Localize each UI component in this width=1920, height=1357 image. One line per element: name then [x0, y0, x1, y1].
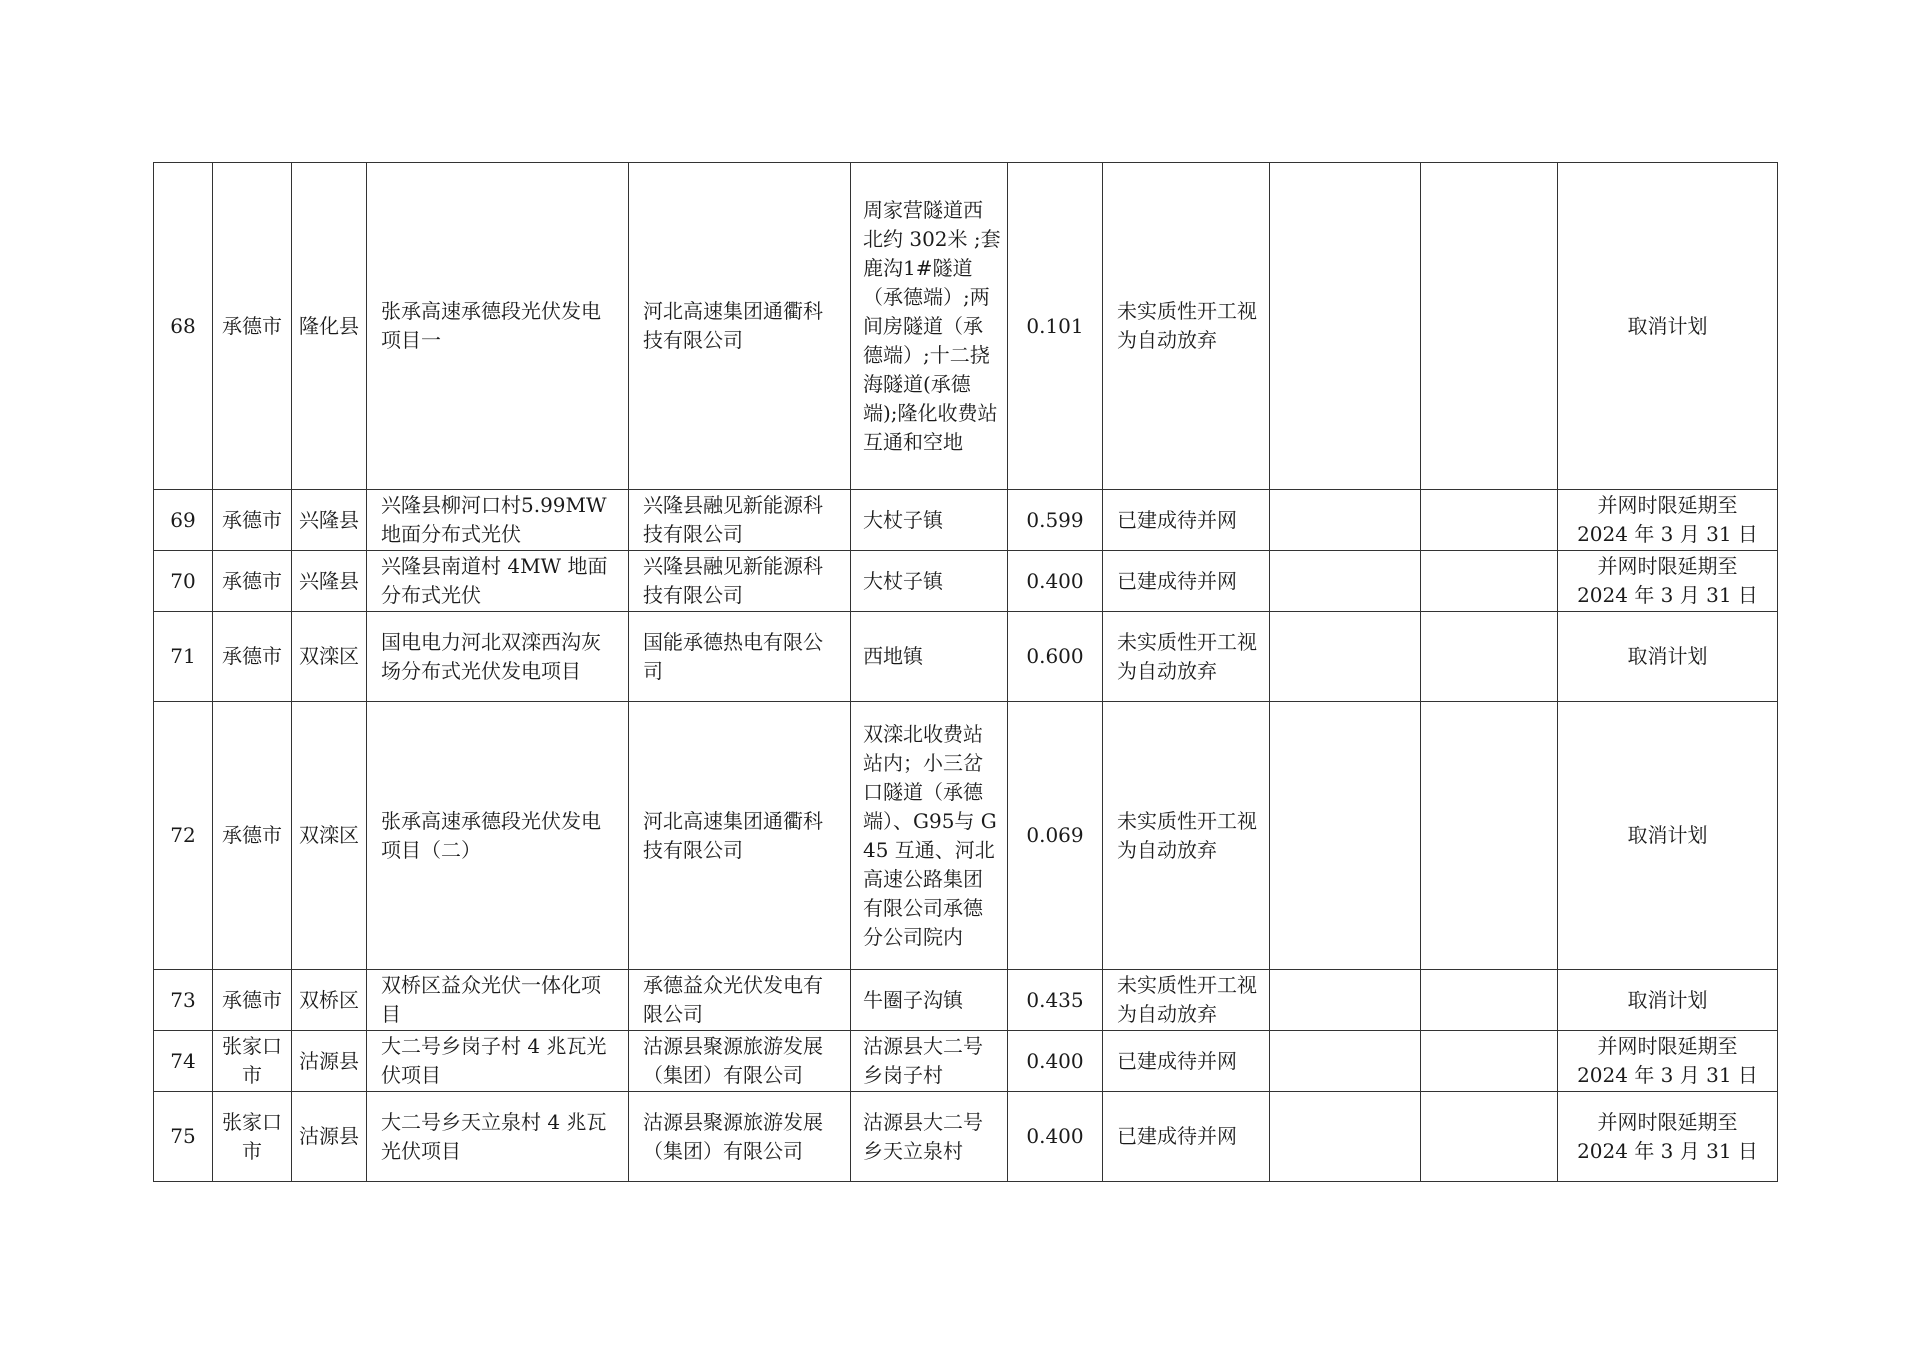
empty-cell [1421, 1031, 1558, 1092]
status-cell: 未实质性开工视为自动放弃 [1103, 970, 1270, 1031]
capacity-cell: 0.435 [1008, 970, 1103, 1031]
project-name-cell: 双桥区益众光伏一体化项目 [367, 970, 629, 1031]
row-number: 71 [154, 612, 213, 702]
company-cell: 河北高速集团通衢科技有限公司 [629, 163, 851, 490]
city-cell: 承德市 [213, 702, 292, 970]
empty-cell [1421, 612, 1558, 702]
table-row [154, 163, 1778, 490]
empty-cell [1270, 490, 1421, 551]
row-number: 68 [154, 163, 213, 490]
status-cell: 已建成待并网 [1103, 1092, 1270, 1182]
capacity-cell: 0.400 [1008, 551, 1103, 612]
row-number: 73 [154, 970, 213, 1031]
empty-cell [1270, 1092, 1421, 1182]
company-cell: 河北高速集团通衢科技有限公司 [629, 702, 851, 970]
location-cell: 大杖子镇 [851, 551, 1008, 612]
city-cell: 承德市 [213, 551, 292, 612]
table-row [154, 1031, 1778, 1092]
county-cell: 沽源县 [292, 1031, 367, 1092]
location-cell: 周家营隧道西北约 302米 ;套鹿沟1#隧道（承德端）;两间房隧道（承德端）;十二挠海隧道(承德端);隆化收费站互通和空地 [851, 163, 1008, 490]
city-cell: 承德市 [213, 612, 292, 702]
city-cell: 承德市 [213, 970, 292, 1031]
row-number: 69 [154, 490, 213, 551]
empty-cell [1270, 1031, 1421, 1092]
empty-cell [1421, 1092, 1558, 1182]
location-cell: 沽源县大二号乡天立泉村 [851, 1092, 1008, 1182]
empty-cell [1421, 551, 1558, 612]
table-row [154, 490, 1778, 551]
table-row [154, 702, 1778, 970]
project-table [153, 162, 1778, 1182]
empty-cell [1270, 551, 1421, 612]
status-cell: 已建成待并网 [1103, 1031, 1270, 1092]
empty-cell [1421, 163, 1558, 490]
remark-cell: 并网时限延期至 2024 年 3 月 31 日 [1558, 490, 1778, 551]
table-row [154, 612, 1778, 702]
status-cell: 已建成待并网 [1103, 490, 1270, 551]
project-name-cell: 国电电力河北双滦西沟灰场分布式光伏发电项目 [367, 612, 629, 702]
remark-cell: 取消计划 [1558, 163, 1778, 490]
county-cell: 双滦区 [292, 702, 367, 970]
company-cell: 国能承德热电有限公司 [629, 612, 851, 702]
county-cell: 隆化县 [292, 163, 367, 490]
capacity-cell: 0.599 [1008, 490, 1103, 551]
table-row [154, 551, 1778, 612]
project-name-cell: 大二号乡天立泉村 4 兆瓦光伏项目 [367, 1092, 629, 1182]
empty-cell [1270, 702, 1421, 970]
empty-cell [1421, 970, 1558, 1031]
city-cell: 张家口市 [213, 1031, 292, 1092]
capacity-cell: 0.101 [1008, 163, 1103, 490]
empty-cell [1270, 163, 1421, 490]
status-cell: 未实质性开工视为自动放弃 [1103, 612, 1270, 702]
status-cell: 已建成待并网 [1103, 551, 1270, 612]
empty-cell [1421, 702, 1558, 970]
project-name-cell: 张承高速承德段光伏发电项目（二） [367, 702, 629, 970]
empty-cell [1270, 612, 1421, 702]
remark-cell: 取消计划 [1558, 612, 1778, 702]
company-cell: 沽源县聚源旅游发展（集团）有限公司 [629, 1031, 851, 1092]
remark-cell: 并网时限延期至 2024 年 3 月 31 日 [1558, 1031, 1778, 1092]
project-name-cell: 大二号乡岗子村 4 兆瓦光伏项目 [367, 1031, 629, 1092]
table-row [154, 1092, 1778, 1182]
capacity-cell: 0.600 [1008, 612, 1103, 702]
row-number: 70 [154, 551, 213, 612]
city-cell: 张家口市 [213, 1092, 292, 1182]
location-cell: 双滦北收费站站内；小三岔口隧道（承德端）、G95与 G45 互通、河北高速公路集团有限公司承德分公司院内 [851, 702, 1008, 970]
remark-cell: 并网时限延期至 2024 年 3 月 31 日 [1558, 1092, 1778, 1182]
company-cell: 沽源县聚源旅游发展（集团）有限公司 [629, 1092, 851, 1182]
status-cell: 未实质性开工视为自动放弃 [1103, 702, 1270, 970]
county-cell: 沽源县 [292, 1092, 367, 1182]
empty-cell [1270, 970, 1421, 1031]
county-cell: 兴隆县 [292, 551, 367, 612]
capacity-cell: 0.400 [1008, 1031, 1103, 1092]
company-cell: 兴隆县融见新能源科技有限公司 [629, 551, 851, 612]
capacity-cell: 0.069 [1008, 702, 1103, 970]
city-cell: 承德市 [213, 163, 292, 490]
county-cell: 双桥区 [292, 970, 367, 1031]
project-name-cell: 张承高速承德段光伏发电项目一 [367, 163, 629, 490]
row-number: 75 [154, 1092, 213, 1182]
location-cell: 沽源县大二号乡岗子村 [851, 1031, 1008, 1092]
project-name-cell: 兴隆县南道村 4MW 地面分布式光伏 [367, 551, 629, 612]
capacity-cell: 0.400 [1008, 1092, 1103, 1182]
project-name-cell: 兴隆县柳河口村5.99MW地面分布式光伏 [367, 490, 629, 551]
table-row [154, 970, 1778, 1031]
remark-cell: 并网时限延期至 2024 年 3 月 31 日 [1558, 551, 1778, 612]
empty-cell [1421, 490, 1558, 551]
city-cell: 承德市 [213, 490, 292, 551]
location-cell: 西地镇 [851, 612, 1008, 702]
remark-cell: 取消计划 [1558, 702, 1778, 970]
company-cell: 承德益众光伏发电有限公司 [629, 970, 851, 1031]
status-cell: 未实质性开工视为自动放弃 [1103, 163, 1270, 490]
row-number: 72 [154, 702, 213, 970]
remark-cell: 取消计划 [1558, 970, 1778, 1031]
location-cell: 牛圈子沟镇 [851, 970, 1008, 1031]
county-cell: 双滦区 [292, 612, 367, 702]
company-cell: 兴隆县融见新能源科技有限公司 [629, 490, 851, 551]
row-number: 74 [154, 1031, 213, 1092]
county-cell: 兴隆县 [292, 490, 367, 551]
location-cell: 大杖子镇 [851, 490, 1008, 551]
